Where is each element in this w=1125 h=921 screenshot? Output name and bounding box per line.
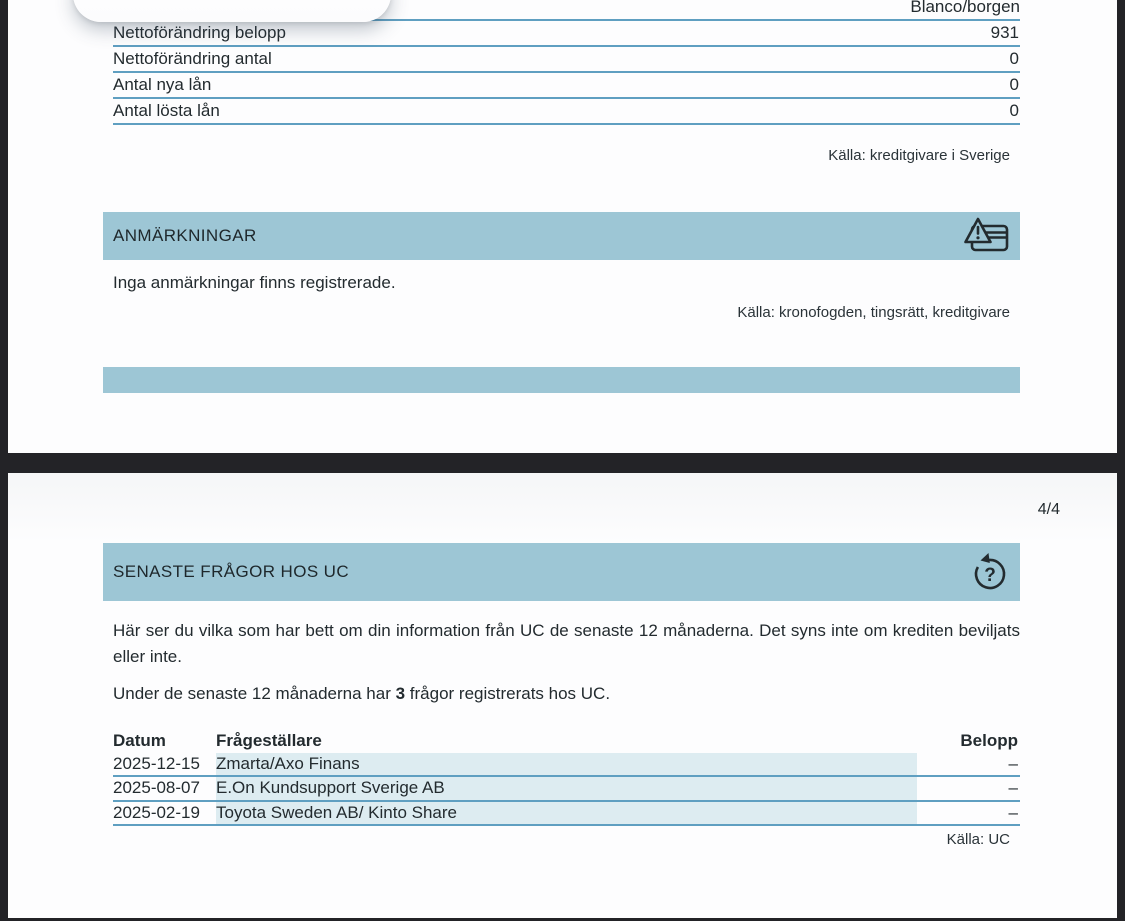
source-caption: Källa: kronofogden, tingsrätt, kreditgivare [737, 304, 1010, 321]
row-value: 0 [1009, 101, 1019, 120]
summary-count: 3 [395, 684, 406, 703]
date-cell: 2025-12-15 [113, 754, 200, 774]
row-value: 0 [1009, 75, 1019, 94]
table-row [113, 47, 1020, 73]
inquirer-cell: Zmarta/Axo Finans [216, 754, 360, 774]
column-header-belopp: Belopp [960, 731, 1018, 750]
table-row [113, 99, 1020, 125]
section-header-anmarkningar [103, 212, 1020, 260]
date-cell: 2025-02-19 [113, 802, 200, 822]
row-label: Nettoförändring belopp [113, 23, 286, 42]
section-title: SENASTE FRÅGOR HOS UC [113, 562, 350, 581]
footer-band [103, 367, 1020, 393]
summary-line [113, 684, 610, 704]
amount-cell: – [1008, 754, 1018, 774]
table-row [113, 21, 1020, 47]
amount-cell: – [1008, 778, 1018, 798]
column-header-blanco-borgen: Blanco/borgen [910, 0, 1020, 16]
summary-prefix: Under de senaste 12 månaderna har [113, 684, 396, 703]
row-value: 0 [1009, 49, 1019, 68]
source-caption: Källa: kreditgivare i Sverige [828, 147, 1010, 164]
date-cell: 2025-08-07 [113, 778, 200, 798]
section-title: ANMÄRKNINGAR [113, 226, 257, 245]
source-caption: Källa: UC [946, 831, 1010, 848]
svg-text:?: ? [984, 565, 996, 586]
table-row [113, 73, 1020, 99]
column-header-frageställare: Frågeställare [216, 731, 322, 750]
inquiry-row [113, 802, 1020, 826]
remarks-body-text: Inga anmärkningar finns registrerade. [113, 273, 396, 292]
intro-paragraph: Här ser du vilka som har bett om din information från UC de senaste 12 månaderna. Det syns inte om krediten beviljats eller inte. [113, 621, 1020, 666]
summary-suffix: frågor registrerats hos UC. [405, 684, 611, 703]
page-indicator: 4/4 [1037, 501, 1060, 518]
inquiries-table [113, 731, 1020, 826]
inquiry-row [113, 777, 1020, 801]
row-value: 931 [990, 23, 1019, 42]
row-label: Antal lösta lån [113, 101, 220, 120]
floating-card [73, 0, 391, 22]
inquirer-cell: E.On Kundsupport Sverige AB [216, 778, 445, 798]
column-header-datum: Datum [113, 731, 166, 750]
row-label: Nettoförändring antal [113, 49, 272, 68]
inquirer-cell: Toyota Sweden AB/ Kinto Share [216, 802, 457, 822]
row-label: Antal nya lån [113, 75, 212, 94]
amount-cell: – [1008, 802, 1018, 822]
report-page-3 [8, 0, 1117, 453]
inquiry-row [113, 753, 1020, 777]
question-refresh-icon [970, 552, 1010, 592]
section-header-senaste-fragor [103, 543, 1020, 601]
table-header-row [113, 731, 1020, 753]
report-page-4 [8, 473, 1117, 918]
card-warning-icon [964, 216, 1010, 256]
